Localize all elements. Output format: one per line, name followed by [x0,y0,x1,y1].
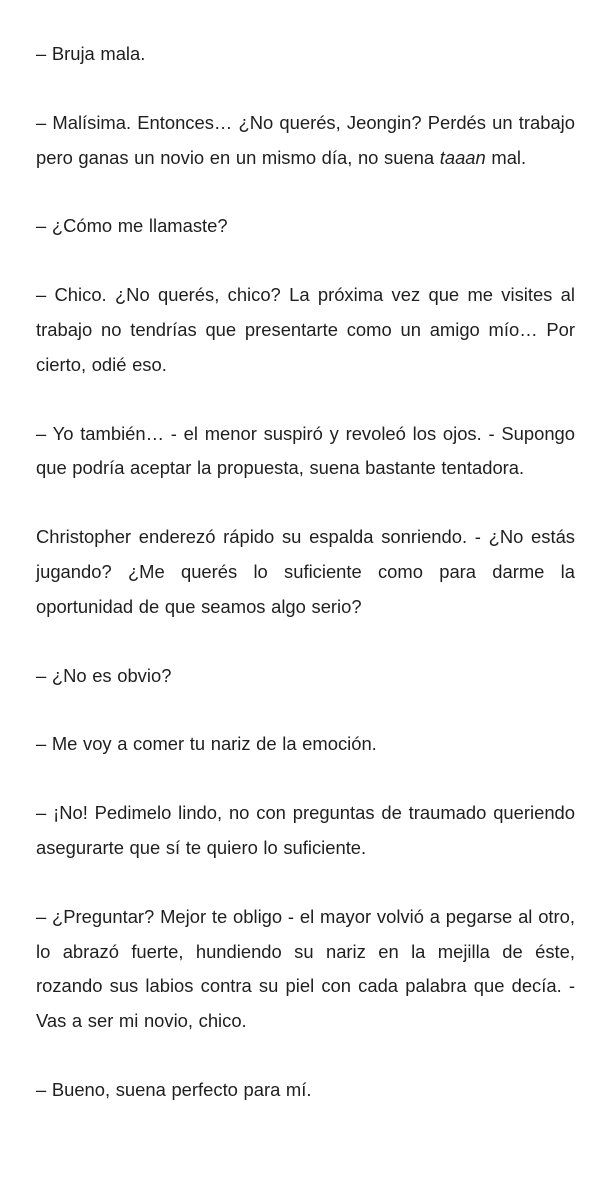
paragraph-4: – Chico. ¿No querés, chico? La próxima vez que me visites al trabajo no tendrías que presentarte como un amigo mío… Por cierto, odié eso. [36,284,575,375]
paragraph-2-text-before: – Malísima. Entonces… ¿No querés, Jeongin? Perdés un trabajo pero ganas un novio en un mismo día, no suena [36,111,575,168]
paragraph-3: – ¿Cómo me llamaste? [36,215,228,237]
paragraph-11: – Bueno, suena perfecto para mí. [36,1078,312,1100]
paragraph-2-text-after: mal. [485,146,527,168]
paragraph-8: – Me voy a comer tu nariz de la emoción. [36,733,377,755]
paragraph-7: – ¿No es obvio? [36,664,172,686]
paragraph-2 [36,106,575,176]
paragraph-2-emphasis: taaan [439,146,486,168]
paragraph-6: Christopher enderezó rápido su espalda sonriendo. - ¿No estás jugando? ¿Me querés lo suficiente como para darme la oportunidad de que seamos algo serio? [36,526,575,617]
paragraph-9: – ¡No! Pedimelo lindo, no con preguntas de traumado queriendo asegurarte que sí te quiero lo suficiente. [36,802,575,858]
document-body [36,37,575,1108]
paragraph-5: – Yo también… - el menor suspiró y revoleó los ojos. - Supongo que podría aceptar la propuesta, suena bastante tentadora. [36,422,575,479]
paragraph-10: – ¿Preguntar? Mejor te obligo - el mayor volvió a pegarse al otro, lo abrazó fuerte, hundiendo su nariz en la mejilla de éste, rozando sus labios contra su piel con cada palabra que decía. - Vas a ser mi novio, chico. [36,905,575,1032]
paragraph-1: – Bruja mala. [36,43,146,64]
